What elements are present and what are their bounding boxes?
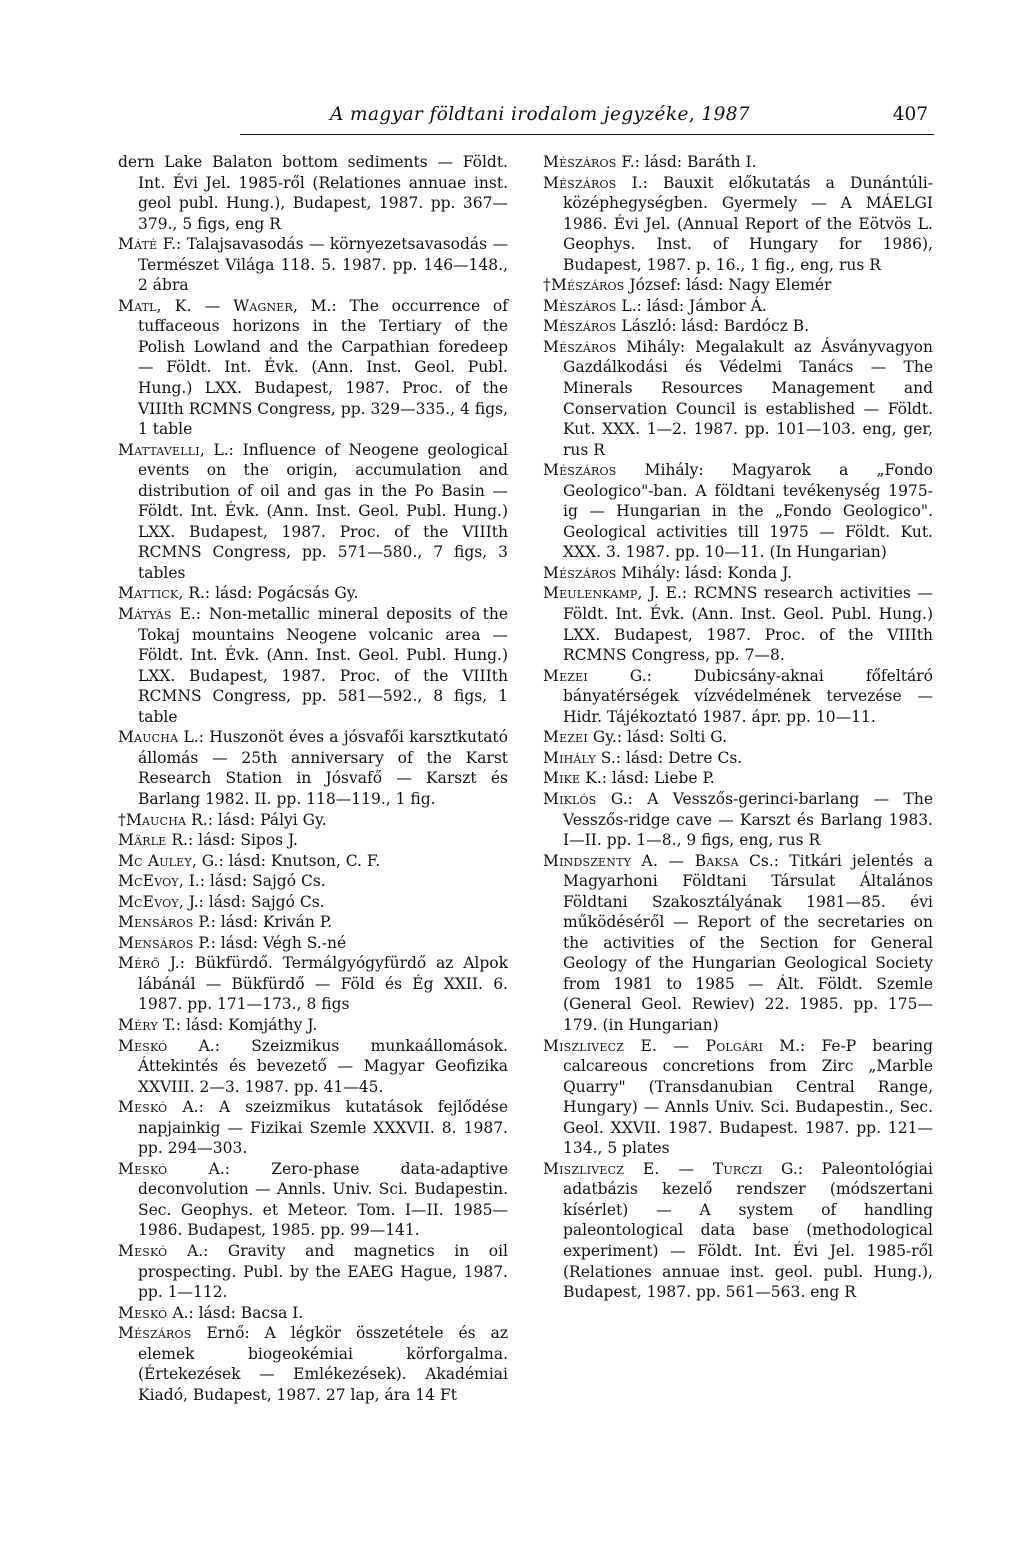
entry-text: László: lásd: Bardócz B.	[616, 317, 810, 336]
entry-text: Mihály: Magyarok a „Fondo Geologico"-ban. A földtani tevékenység 1975-ig — Hungarian in the „Fondo Geologico". Geological activities till 1975 — Földt. Kut. XXX. 3. 1987. pp. 10—11. (In Hungarian)	[563, 461, 933, 562]
bibliography-entry	[543, 768, 933, 789]
entry-text: E.: Non-metallic mineral deposits of the Tokaj mountains Neogene volcanic area — Földt. Int. Évk. (Ann. Inst. Geol. Publ. Hung.) LXX. Budapest, 1987. Proc. of the VIIIth RCMNS Congress, pp. 581—592., 8 figs, 1 table	[138, 605, 508, 726]
entry-text: A.: Gravity and magnetics in oil prospecting. Publ. by the EAEG Hague, 1987. pp. 1—112.	[138, 1241, 508, 1302]
bibliography-entry	[543, 275, 933, 296]
bibliography-entry	[118, 892, 508, 913]
entry-text: J.: Bükfürdő. Termálgyógyfürdő az Alpok lábánál — Bükfürdő — Föld és Ég XXII. 6. 1987. pp. 171—173., 8 figs	[138, 954, 508, 1014]
entry-text: A.: Zero-phase data-adaptive deconvolution — Annls. Univ. Sci. Budapestin. Sec. Geophys. et Meteor. Tom. I—II. 1985—1986. Budapest, 1985. pp. 99—141.	[138, 1159, 508, 1240]
entry-text: L.: Huszonöt éves a jósvafői karsztkutató állomás — 25th anniversary of the Karst Research Station in Jósvafő — Karszt és Barlang 1982. II. pp. 118—119., 1 fig.	[138, 728, 508, 808]
entry-text: dern Lake Balaton bottom sediments — Földt. Int. Évi Jel. 1985-ről (Relationes annuae inst. geol publ. Hung.), Budapest, 1987. pp. 367—379., 5 figs, eng R	[118, 153, 508, 233]
bibliography-entry	[118, 296, 508, 440]
entry-author: Meskó	[118, 1159, 168, 1178]
bibliography-entry	[543, 316, 933, 337]
entry-author: Meskó	[118, 1303, 168, 1322]
entry-text: , R.: lásd: Pogácsás Gy.	[178, 584, 359, 603]
bibliography-entry	[543, 460, 933, 563]
entry-text: , J.: lásd: Sajgó Cs.	[178, 892, 325, 911]
entry-author: Mészáros	[118, 1324, 192, 1343]
bibliography-entry	[118, 912, 508, 933]
entry-text: K.: lásd: Liebe P.	[580, 769, 715, 788]
entry-text: M.: Fe-P bearing calcareous concretions from Zirc „Marble Quarry" (Transdanubian Central Range, Hungary) — Annls Univ. Sci. Budapestin., Sec. Geol. XXVII. 1987. Budapest. 1987. pp. 121—134., 5 plates	[563, 1036, 933, 1158]
bibliography-entry	[543, 296, 933, 317]
entry-text: Ernő: A légkör összetétele és az elemek biogeokémiai körforgalma. (Értekezések — Emlékezések). Akadémiai Kiadó, Budapest, 1987. 27 lap, ára 14 Ft	[138, 1324, 508, 1404]
entry-author: Mezei	[543, 728, 588, 747]
header-title: A magyar földtani irodalom jegyzéke, 1987	[330, 104, 751, 125]
entry-text: A.: A szeizmikus kutatások fejlődése napjainkig — Fizikai Szemle XXXVII. 8. 1987. pp. 294—303.	[138, 1098, 508, 1158]
bibliography-entry	[118, 1097, 508, 1159]
bibliography-entry	[118, 871, 508, 892]
bibliography-entry	[118, 1036, 508, 1098]
bibliography-entry	[543, 1036, 933, 1159]
bibliography-entry	[118, 1303, 508, 1324]
bibliography-entry	[118, 152, 508, 234]
entry-text: Gy.: lásd: Solti G.	[587, 728, 728, 747]
bibliography-entry	[118, 810, 508, 831]
entry-author: Mészáros	[543, 563, 617, 582]
entry-author: Meskó	[118, 1036, 168, 1055]
entry-text: , L.: Influence of Neogene geological events on the origin, accumulation and distribution of oil and gas in the Po Basin — Földt. Int. Évk. (Ann. Inst. Geol. Publ. Hung.) LXX. Budapest, 1987. Proc. of the VIIIth RCMNS Congress, pp. 571—580., 7 figs, 3 tables	[138, 440, 508, 582]
entry-author: Maucha	[118, 728, 179, 747]
entry-author: Miszlivecz E. — Polgári	[543, 1036, 764, 1055]
entry-author: Mihály	[543, 748, 596, 767]
bibliography-entry	[118, 583, 508, 604]
entry-author: Meulenkamp	[543, 584, 638, 603]
entry-author: Mérő	[118, 954, 161, 973]
entry-author: †Mészáros	[543, 276, 625, 295]
bibliography-entry	[543, 583, 933, 665]
bibliography-entry	[118, 604, 508, 727]
entry-author: †Maucha	[118, 810, 187, 829]
bibliography-entry	[118, 234, 508, 296]
entry-text: I.: Bauxit előkutatás a Dunántúli-középhegységben. Gyermely — A MÁELGI 1986. Évi Jel. (Annual Report of the Eötvös L. Geophys. Inst. of Hungary for 1986), Budapest, 1987. p. 16., 1 fig., eng, rus R	[563, 173, 933, 274]
entry-text: S.: lásd: Detre Cs.	[595, 748, 743, 767]
entry-text: József: lásd: Nagy Elemér	[624, 276, 832, 295]
entry-text: G.: A Vesszős-gerinci-barlang — The Vesszős-ridge cave — Karszt és Barlang 1983. I—II. pp. 1—8., 9 figs, eng, rus R	[563, 789, 933, 850]
entry-author: Mészáros	[543, 461, 617, 480]
entry-text: R.: lásd: Pályi Gy.	[186, 810, 327, 829]
entry-author: Mészáros	[543, 317, 617, 336]
bibliography-entry	[118, 727, 508, 809]
entry-author: Meskó	[118, 1241, 168, 1260]
entry-author: Mensáros	[118, 933, 194, 952]
entry-author: Märle	[118, 831, 167, 850]
entry-author: Mensáros	[118, 913, 194, 932]
entry-text: , J. E.: RCMNS research activities — Földt. Int. Évk. (Ann. Inst. Geol. Publ. Hung.) LXX. Budapest, 1987. Proc. of the VIIIth RCMNS Congress, pp. 7—8.	[563, 584, 933, 665]
right-column	[543, 152, 933, 1303]
entry-text: A.: lásd: Bacsa I.	[167, 1303, 304, 1322]
entry-text: F.: Talajsavasodás — környezetsavasodás — Természet Világa 118. 5. 1987. pp. 146—148., 2 ábra	[138, 235, 508, 295]
entry-text: , M.: The occurrence of tuffaceous horizons in the Tertiary of the Polish Lowland and the Carpathian foredeep — Földt. Int. Évk. (Ann. Inst. Geol. Publ. Hung.) LXX. Budapest, 1987. Proc. of the VIIIth RCMNS Congress, pp. 329—335., 4 figs, 1 table	[138, 296, 508, 439]
entry-text: Mihály: Megalakult az Ásványvagyon Gazdálkodási és Védelmi Tanács — The Minerals Resources Management and Conservation Council is established — Földt. Kut. XXX. 1—2. 1987. pp. 101—103. eng, ger, rus R	[563, 337, 933, 459]
entry-text: P.: lásd: Végh S.-né	[193, 933, 347, 952]
bibliography-entry	[543, 563, 933, 584]
running-header	[240, 100, 934, 135]
bibliography-entry	[118, 1159, 508, 1241]
entry-author: Mészáros	[543, 153, 617, 171]
entry-text: G.: Dubicsány-aknai főfeltáró bányatérségek vízvédelmének tervezése — Hidr. Tájékoztató 1987. ápr. pp. 10—11.	[563, 666, 933, 726]
bibliography-entry	[118, 1323, 508, 1405]
entry-author: Meskó	[118, 1098, 168, 1117]
entry-author: Mezei	[543, 666, 588, 685]
entry-author: Mátyás	[118, 605, 172, 624]
bibliography-entry	[543, 173, 933, 276]
page-number: 407	[892, 104, 928, 125]
entry-author: McEvoy	[118, 872, 179, 891]
bibliography-entry	[118, 830, 508, 851]
bibliography-entry	[543, 789, 933, 851]
entry-author: Máté	[118, 235, 158, 254]
entry-author: Mattick	[118, 584, 179, 603]
entry-author: Mészáros	[543, 296, 617, 315]
entry-author: Mike	[543, 769, 581, 788]
entry-author: Mc Auley	[118, 851, 192, 870]
entry-text: G.: Paleontológiai adatbázis kezelő rendszer (módszertani kísérlet) — A system of handling paleontological data base (methodological experiment) — Földt. Int. Évi Jel. 1985-ről (Relationes annuae inst. geol. publ. Hung.), Budapest, 1987. pp. 561—563. eng R	[563, 1159, 933, 1302]
bibliography-entry	[543, 337, 933, 460]
entry-text: , G.: lásd: Knutson, C. F.	[191, 851, 381, 870]
bibliography-entry	[543, 727, 933, 748]
entry-author: Mindszenty A. — Baksa	[543, 851, 739, 870]
entry-text: F.: lásd: Baráth I.	[616, 153, 757, 171]
entry-text: T.: lásd: Komjáthy J.	[157, 1015, 318, 1034]
entry-author: Méry	[118, 1015, 158, 1034]
entry-author: Mészáros	[543, 173, 617, 192]
entry-author: Mészáros	[543, 337, 617, 356]
bibliography-entry	[118, 440, 508, 584]
entry-text: A.: Szeizmikus munkaállomások. Áttekintés és bevezető — Magyar Geofizika XXVIII. 2—3. 1987. pp. 41—45.	[138, 1036, 508, 1096]
bibliography-entry	[543, 748, 933, 769]
bibliography-entry	[543, 152, 933, 173]
entry-author: Miszlivecz E. — Turczi	[543, 1159, 763, 1178]
entry-text: L.: lásd: Jámbor Á.	[616, 296, 767, 315]
bibliography-entry	[118, 953, 508, 1015]
entry-text: Cs.: Titkári jelentés a Magyarhoni Földtani Társulat Általános Földtani Szakosztályának 1981—85. évi működéséről — Report of the secretaries on the activities of the Section for General Geology of the Hungarian Geological Society from 1981 to 1985 — Ált. Földt. Szemle (General Geol. Rewiev) 22. 1985. pp. 175—179. (in Hungarian)	[563, 851, 933, 1034]
left-column	[118, 152, 508, 1405]
bibliography-entry	[118, 933, 508, 954]
entry-author: Matl, K. — Wagner	[118, 296, 294, 315]
bibliography-entry	[118, 1241, 508, 1303]
entry-text: , I.: lásd: Sajgó Cs.	[178, 872, 326, 891]
bibliography-entry	[543, 666, 933, 728]
entry-text: R.: lásd: Sipos J.	[166, 831, 298, 850]
entry-author: McEvoy	[118, 892, 179, 911]
bibliography-entry	[118, 1015, 508, 1036]
bibliography-entry	[543, 1159, 933, 1303]
entry-author: Mattavelli	[118, 440, 200, 459]
entry-text: Mihály: lásd: Konda J.	[616, 563, 793, 582]
bibliography-entry	[543, 851, 933, 1036]
bibliography-entry	[118, 851, 508, 872]
entry-author: Miklós	[543, 789, 597, 808]
entry-text: P.: lásd: Kriván P.	[193, 913, 333, 932]
